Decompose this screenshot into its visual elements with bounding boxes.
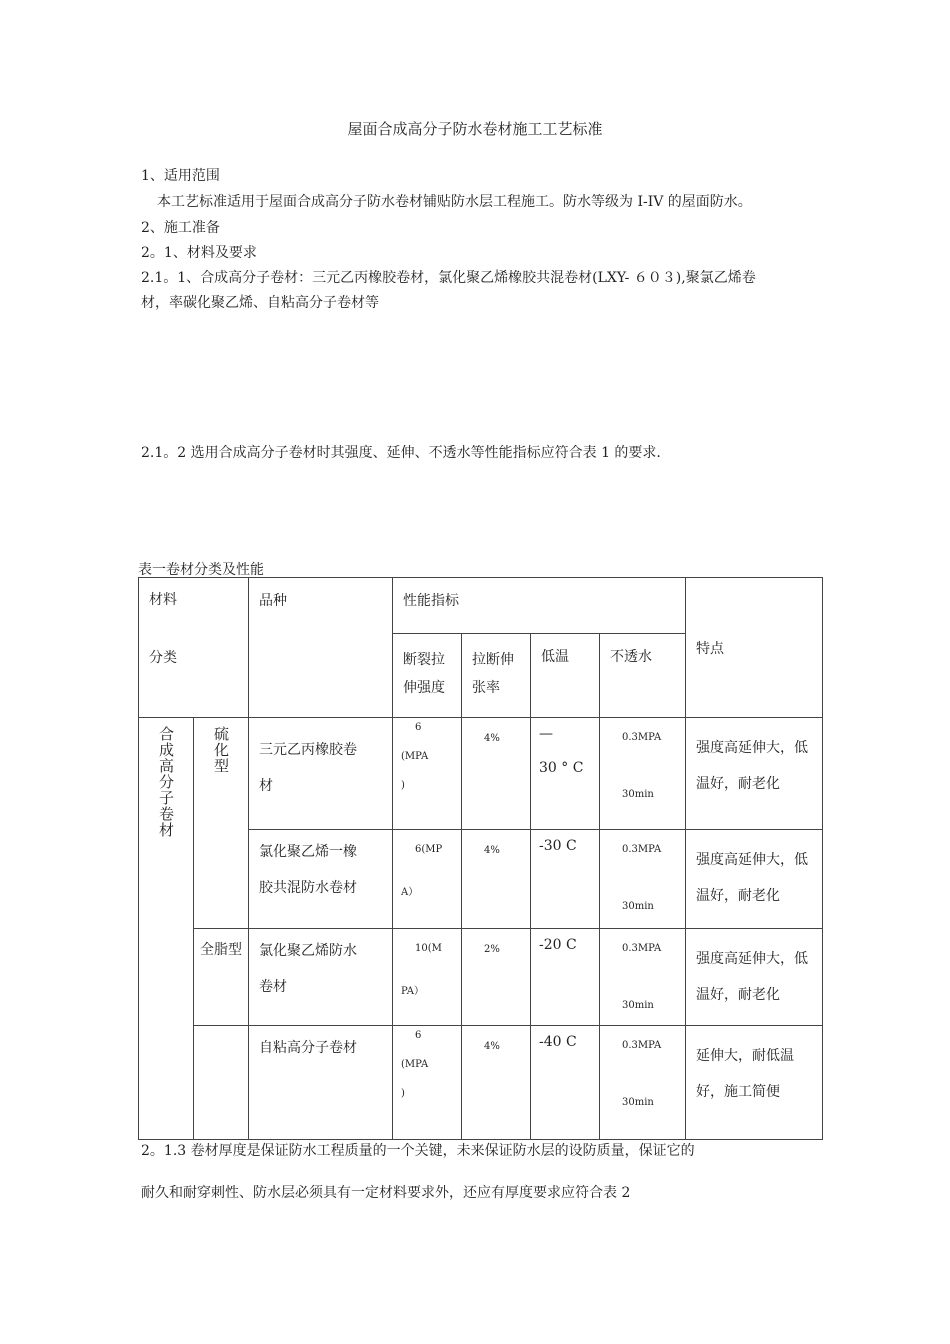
row1-tensile-c: ) (401, 780, 405, 791)
row1-tensile-a: 6 (415, 722, 422, 733)
row2-elongation-text: 4% (484, 845, 500, 856)
table-row (139, 1026, 823, 1140)
row4-elongation (462, 1026, 531, 1140)
materials-table (138, 577, 823, 1140)
row2-features (686, 830, 823, 929)
row4-variety (249, 1026, 393, 1140)
section-2-1-heading: 2。1、材料及要求 (141, 245, 257, 261)
section-1-body: 本工艺标准适用于屋面合成高分子防水卷材铺贴防水层工程施工。防水等级为 I-IV 的屋面防水。 (157, 194, 752, 210)
row3-low-temp (531, 929, 600, 1026)
row1-features (686, 718, 823, 830)
row1-variety (249, 718, 393, 830)
row4-duration: 30min (622, 1097, 654, 1108)
row4-low-temp (531, 1026, 600, 1140)
row4-low-temp-a: -40 C (539, 1034, 577, 1050)
header-variety (249, 578, 393, 718)
row2-tensile-a: 6(MP (415, 844, 443, 855)
row2-tensile (393, 830, 462, 929)
header-features-label: 特点 (696, 640, 724, 657)
row4-tensile (393, 1026, 462, 1140)
header-material-line2: 分类 (149, 650, 177, 666)
header-material (139, 578, 249, 718)
header-tensile-line2: 伸强度 (403, 680, 445, 696)
row1-low-temp (531, 718, 600, 830)
row1-variety-text: 三元乙丙橡胶卷材 (259, 742, 357, 794)
section-2-1-3-line2: 耐久和耐穿刺性、防水层必须具有一定材料要求外，还应有厚度要求应符合表 2 (141, 1185, 631, 1201)
row1-pressure: 0.3MPA (622, 732, 662, 743)
row4-tensile-c: ) (401, 1088, 405, 1099)
group-main-label: 合成高分子卷材 (157, 726, 175, 838)
row4-features (686, 1026, 823, 1140)
row3-features (686, 929, 823, 1026)
row1-elongation-text: 4% (484, 733, 500, 744)
row3-elongation (462, 929, 531, 1026)
header-elongation-line2: 张率 (472, 680, 500, 696)
header-elongation (462, 634, 531, 718)
row3-features-text: 强度高延伸大，低温好，耐老化 (696, 951, 808, 1003)
header-material-line1: 材料 (149, 592, 177, 608)
row2-elongation (462, 830, 531, 929)
row4-subgroup-empty (194, 1026, 249, 1140)
table-header-row-1 (139, 578, 823, 634)
header-low-temp (531, 634, 600, 718)
row4-features-text: 延伸大，耐低温好，施工简便 (696, 1048, 794, 1100)
table-row (139, 718, 823, 830)
row3-tensile-b: PA） (401, 986, 425, 997)
subgroup-2-label: 全脂型 (200, 942, 242, 958)
subgroup-2-cell (194, 929, 249, 1026)
row3-low-temp-a: -20 C (539, 937, 577, 953)
header-low-temp-label: 低温 (541, 649, 569, 665)
section-2-1-1-line2: 材，率碳化聚乙烯、自粘高分子卷材等 (141, 295, 379, 311)
row2-impermeable (600, 830, 686, 929)
table-row (139, 929, 823, 1026)
header-tensile (393, 634, 462, 718)
row1-tensile-b: (MPA (401, 751, 429, 762)
row1-low-temp-a: — (539, 726, 553, 742)
section-2-1-2: 2.1。2 选用合成高分子卷材时其强度、延伸、不透水等性能指标应符合表 1 的要求. (141, 445, 661, 461)
row2-duration: 30min (622, 901, 654, 912)
header-tensile-line1: 断裂拉 (403, 652, 445, 668)
row2-variety (249, 830, 393, 929)
row1-duration: 30min (622, 789, 654, 800)
row2-tensile-b: A） (401, 887, 419, 898)
row2-low-temp-a: -30 C (539, 838, 577, 854)
row4-elongation-text: 4% (484, 1041, 500, 1052)
section-2-heading: 2、施工准备 (141, 220, 220, 236)
header-performance (393, 578, 686, 634)
row1-impermeable (600, 718, 686, 830)
row1-tensile (393, 718, 462, 830)
row3-tensile-a: 10(M (415, 943, 442, 954)
row4-impermeable (600, 1026, 686, 1140)
row3-pressure: 0.3MPA (622, 943, 662, 954)
section-2-1-1-line1: 2.1。1、合成高分子卷材：三元乙丙橡胶卷材，氯化聚乙烯橡胶共混卷材(LXY- ６０３),聚氯乙烯卷 (141, 270, 756, 286)
row3-variety (249, 929, 393, 1026)
row1-low-temp-b: 30 ° C (539, 760, 584, 776)
subgroup-1-label: 硫化型 (212, 726, 230, 774)
row2-features-text: 强度高延伸大，低温好，耐老化 (696, 852, 808, 904)
header-elongation-line1: 拉断伸 (472, 652, 514, 668)
header-variety-label: 品种 (259, 593, 287, 609)
table-caption: 表一卷材分类及性能 (138, 562, 264, 578)
row4-tensile-b: (MPA (401, 1059, 429, 1070)
row1-elongation (462, 718, 531, 830)
row1-features-text: 强度高延伸大，低温好，耐老化 (696, 740, 808, 792)
row3-duration: 30min (622, 1000, 654, 1011)
row3-variety-text: 氯化聚乙烯防水卷材 (259, 943, 357, 995)
header-performance-label: 性能指标 (403, 593, 459, 609)
section-2-1-3-line1: 2。1.3 卷材厚度是保证防水工程质量的一个关键，未来保证防水层的设防质量，保证它的 (141, 1143, 695, 1159)
group-main-cell (139, 718, 194, 1140)
row3-elongation-text: 2% (484, 944, 500, 955)
row4-pressure: 0.3MPA (622, 1040, 662, 1051)
row2-low-temp (531, 830, 600, 929)
row3-impermeable (600, 929, 686, 1026)
row4-variety-text: 自粘高分子卷材 (259, 1040, 357, 1056)
subgroup-1-cell (194, 718, 249, 929)
row2-variety-text: 氯化聚乙烯一橡胶共混防水卷材 (259, 844, 357, 896)
header-impermeable-label: 不透水 (610, 649, 652, 665)
row3-tensile (393, 929, 462, 1026)
row2-pressure: 0.3MPA (622, 844, 662, 855)
header-impermeable (600, 634, 686, 718)
document-title: 屋面合成高分子防水卷材施工工艺标准 (347, 120, 603, 138)
row4-tensile-a: 6 (415, 1030, 422, 1041)
header-features (686, 578, 823, 718)
section-1-heading: 1、适用范围 (141, 168, 220, 184)
